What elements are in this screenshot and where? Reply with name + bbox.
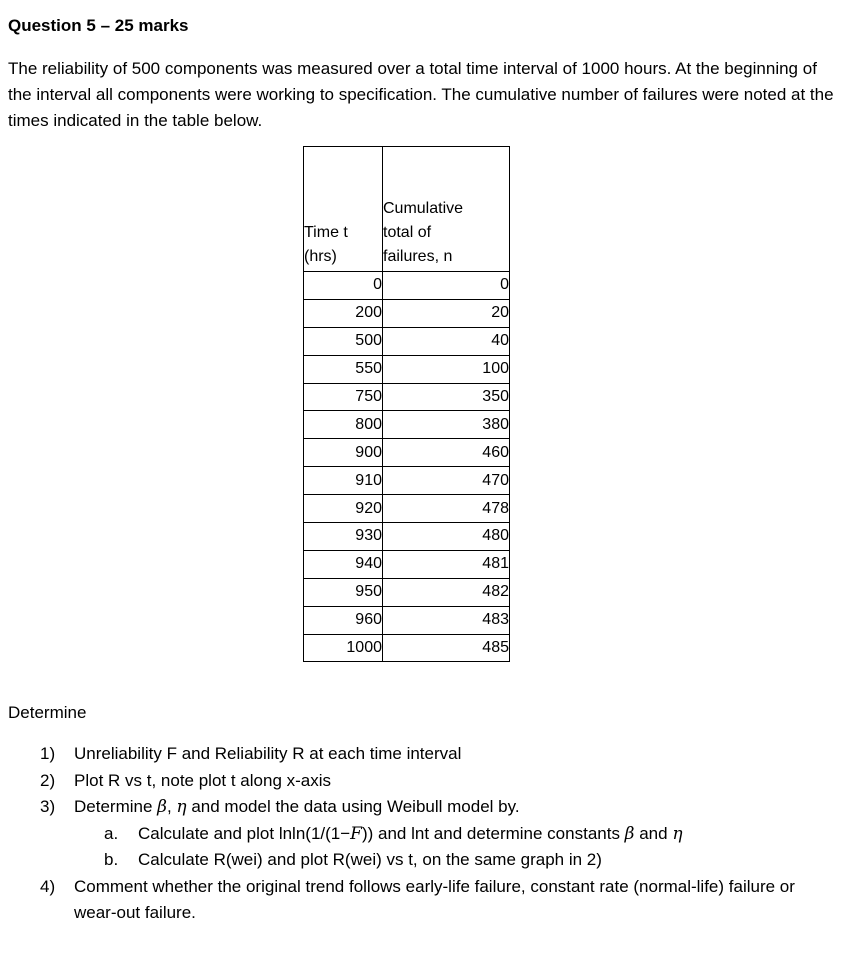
sub-task-item — [74, 847, 830, 874]
failures-cell: 380 — [383, 411, 510, 439]
table-row — [304, 411, 510, 439]
task-item — [40, 794, 830, 874]
eta-symbol: η — [672, 823, 683, 844]
task-text: Comment whether the original trend follows early-life failure, constant rate (normal-life) failure or wear-out failure. — [74, 876, 795, 922]
table-row — [304, 578, 510, 606]
beta-symbol: β — [157, 797, 167, 817]
task-text-after: and model the data using Weibull model by. — [186, 797, 520, 816]
table-row — [304, 327, 510, 355]
task-number: 3) — [40, 797, 56, 816]
time-cell: 550 — [304, 355, 383, 383]
determine-label: Determine — [8, 703, 87, 722]
table-row — [304, 299, 510, 327]
failures-table — [303, 146, 510, 662]
failures-cell: 482 — [383, 578, 510, 606]
failures-cell: 480 — [383, 523, 510, 551]
header-time-line1: Time t — [304, 224, 348, 241]
time-cell: 910 — [304, 467, 383, 495]
question-intro: The reliability of 500 components was measured over a total time interval of 1000 hours. At the beginning of the interval all components were working to specification. The cumulative number of failures were noted at the times indicated in the table below. — [8, 59, 834, 130]
failures-cell: 483 — [383, 606, 510, 634]
f-variable: F — [350, 823, 362, 844]
time-cell: 960 — [304, 606, 383, 634]
sub-task-number: b. — [104, 850, 119, 869]
table-row — [304, 550, 510, 578]
task-text-before: Determine — [74, 797, 158, 816]
task-number: 4) — [40, 876, 56, 896]
table-body — [304, 272, 510, 662]
time-cell: 800 — [304, 411, 383, 439]
beta-symbol: β — [624, 823, 635, 844]
failures-cell: 478 — [383, 495, 510, 523]
time-cell: 950 — [304, 578, 383, 606]
failures-cell: 20 — [383, 299, 510, 327]
eta-symbol: η — [176, 797, 187, 817]
task-text: Plot R vs t, note plot t along x-axis — [74, 770, 332, 790]
task-text-sep: , — [166, 797, 177, 816]
failures-cell: 0 — [383, 272, 510, 300]
table-row — [304, 467, 510, 495]
time-cell: 0 — [304, 272, 383, 300]
time-cell: 930 — [304, 523, 383, 551]
task-item — [40, 874, 830, 927]
table-row — [304, 272, 510, 300]
task-number: 2) — [40, 770, 56, 790]
failures-cell: 470 — [383, 467, 510, 495]
task-number: 1) — [40, 744, 56, 763]
header-time-line2: (hrs) — [304, 248, 337, 265]
table-row — [304, 606, 510, 634]
failures-cell: 40 — [383, 327, 510, 355]
sub-task-and: and — [634, 823, 673, 843]
sub-task-list — [74, 821, 830, 874]
sub-task-item — [74, 821, 830, 848]
table-row — [304, 634, 510, 662]
failures-cell: 100 — [383, 355, 510, 383]
task-text: Unreliability F and Reliability R at each time interval — [74, 744, 462, 763]
failures-cell: 485 — [383, 634, 510, 662]
task-item — [40, 768, 830, 795]
time-cell: 920 — [304, 495, 383, 523]
failures-cell: 481 — [383, 550, 510, 578]
task-list — [40, 741, 830, 927]
table-row — [304, 523, 510, 551]
table-row — [304, 439, 510, 467]
header-failures-line3: failures, n — [383, 248, 453, 265]
time-cell: 200 — [304, 299, 383, 327]
task-item — [40, 741, 830, 768]
question-title: Question 5 – 25 marks — [8, 16, 189, 35]
header-failures-line2: total of — [383, 224, 432, 241]
table-row — [304, 495, 510, 523]
time-cell: 750 — [304, 383, 383, 411]
failures-cell: 350 — [383, 383, 510, 411]
time-cell: 940 — [304, 550, 383, 578]
table-row — [304, 383, 510, 411]
sub-task-text-before: Calculate and plot lnln(1/(1− — [138, 823, 351, 843]
header-time — [304, 147, 383, 272]
time-cell: 1000 — [304, 634, 383, 662]
header-failures-line1: Cumulative — [383, 200, 464, 217]
time-cell: 900 — [304, 439, 383, 467]
sub-task-text-mid: )) and lnt and determine constants — [361, 823, 625, 843]
sub-task-number: a. — [104, 823, 119, 843]
failures-cell: 460 — [383, 439, 510, 467]
table-header-row — [304, 147, 510, 272]
sub-task-text: Calculate R(wei) and plot R(wei) vs t, on the same graph in 2) — [138, 850, 602, 869]
table-row — [304, 355, 510, 383]
header-failures — [383, 147, 510, 272]
time-cell: 500 — [304, 327, 383, 355]
